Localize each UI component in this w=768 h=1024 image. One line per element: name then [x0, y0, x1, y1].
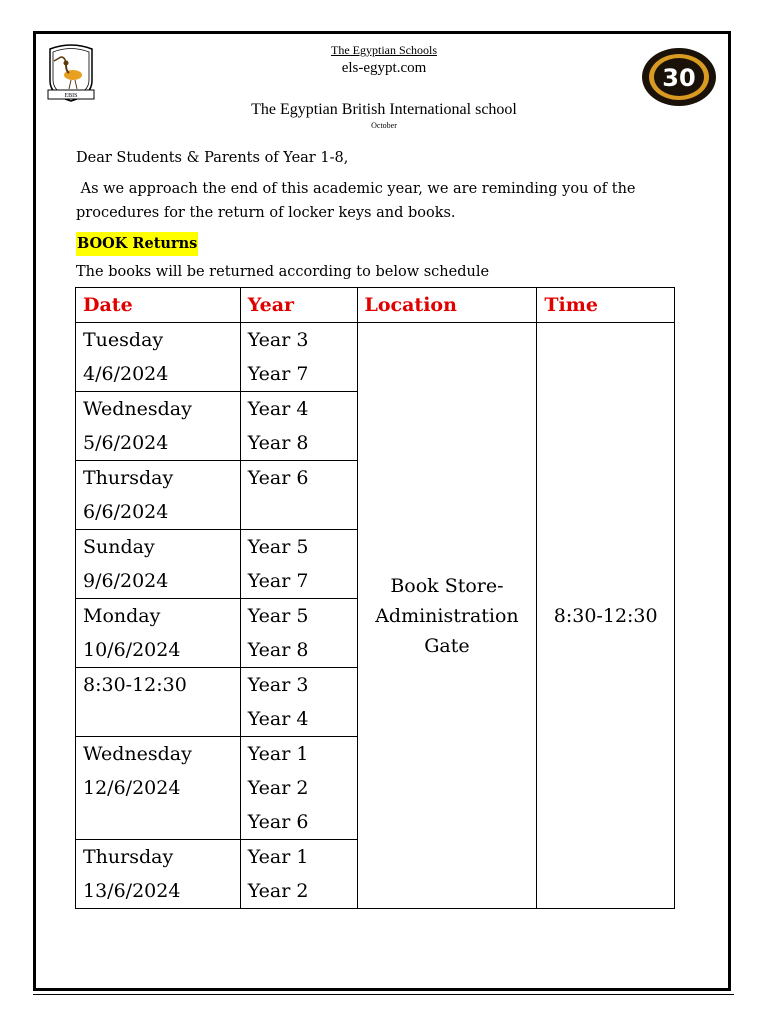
- header-org-name: The Egyptian Schools: [331, 43, 437, 57]
- year-item: [248, 495, 350, 529]
- letter-greeting: Dear Students & Parents of Year 1-8,: [76, 150, 349, 166]
- year-cell: [240, 323, 357, 392]
- year-cell: [240, 737, 357, 840]
- year-cell: [240, 668, 357, 737]
- year-item: Year 5: [247, 536, 309, 558]
- date-value: 13/6/2024: [83, 880, 181, 902]
- logo-number: 30: [662, 64, 696, 92]
- year-item: Year 2: [247, 777, 309, 799]
- date-cell: [76, 840, 241, 909]
- date-value: [83, 702, 233, 736]
- header-month: October: [371, 121, 397, 130]
- year-cell: [240, 530, 357, 599]
- crest-logo-text: EBIS: [64, 93, 78, 99]
- date-cell: [76, 323, 241, 392]
- table-row: [76, 323, 675, 392]
- year-item: Year 1: [247, 743, 309, 765]
- year-item: Year 7: [247, 570, 309, 592]
- year-item: Year 8: [247, 432, 309, 454]
- header-date: Date: [76, 288, 241, 323]
- year-item: Year 8: [247, 639, 309, 661]
- date-cell: [76, 461, 241, 530]
- header-year: Year: [240, 288, 357, 323]
- location-line: Administration: [375, 604, 519, 627]
- date-day: 8:30-12:30: [83, 674, 187, 696]
- year-cell: [240, 840, 357, 909]
- letter-paragraph: As we approach the end of this academic year, we are reminding you of the procedures for the return of locker keys and books.: [76, 181, 641, 221]
- header-location: Location: [357, 288, 537, 323]
- year-item: Year 6: [247, 811, 309, 833]
- location-line: Book Store-: [390, 574, 504, 597]
- date-value: 5/6/2024: [83, 432, 169, 454]
- date-cell: [76, 668, 241, 737]
- year-item: Year 6: [247, 467, 309, 489]
- location-line: Gate: [424, 634, 470, 657]
- section-heading-book-returns: BOOK Returns: [76, 232, 198, 256]
- date-day: Monday: [83, 605, 161, 627]
- header-time: Time: [537, 288, 675, 323]
- date-value: 9/6/2024: [83, 570, 169, 592]
- date-day: Sunday: [83, 536, 155, 558]
- date-day: Tuesday: [83, 329, 164, 351]
- year-item: Year 4: [247, 398, 309, 420]
- year-item: Year 7: [247, 363, 309, 385]
- date-value: 6/6/2024: [83, 501, 169, 523]
- year-item: Year 2: [247, 880, 309, 902]
- date-day: Wednesday: [83, 743, 192, 765]
- date-day: Thursday: [83, 467, 174, 489]
- date-cell: [76, 599, 241, 668]
- table-header-row: [76, 288, 675, 323]
- year-cell: [240, 599, 357, 668]
- year-item: Year 1: [247, 846, 309, 868]
- schedule-intro: The books will be returned according to below schedule: [76, 264, 490, 280]
- year-cell: [240, 461, 357, 530]
- year-cell: [240, 392, 357, 461]
- date-day: Thursday: [83, 846, 174, 868]
- time-cell: 8:30-12:30: [537, 323, 675, 909]
- date-cell: [76, 530, 241, 599]
- date-cell: [76, 737, 241, 840]
- year-item: Year 3: [247, 329, 309, 351]
- book-return-schedule-table: [75, 287, 675, 909]
- header-website[interactable]: els-egypt.com: [341, 60, 427, 76]
- year-item: Year 4: [247, 708, 309, 730]
- header-school-name: The Egyptian British International school: [251, 101, 517, 118]
- date-value: 12/6/2024: [83, 777, 181, 799]
- location-cell: [357, 323, 537, 909]
- page-border-bottom-line: [33, 994, 734, 995]
- date-value: 10/6/2024: [83, 639, 181, 661]
- year-item: Year 3: [247, 674, 309, 696]
- year-item: Year 5: [247, 605, 309, 627]
- date-value: 4/6/2024: [83, 363, 169, 385]
- date-cell: [76, 392, 241, 461]
- date-day: Wednesday: [83, 398, 192, 420]
